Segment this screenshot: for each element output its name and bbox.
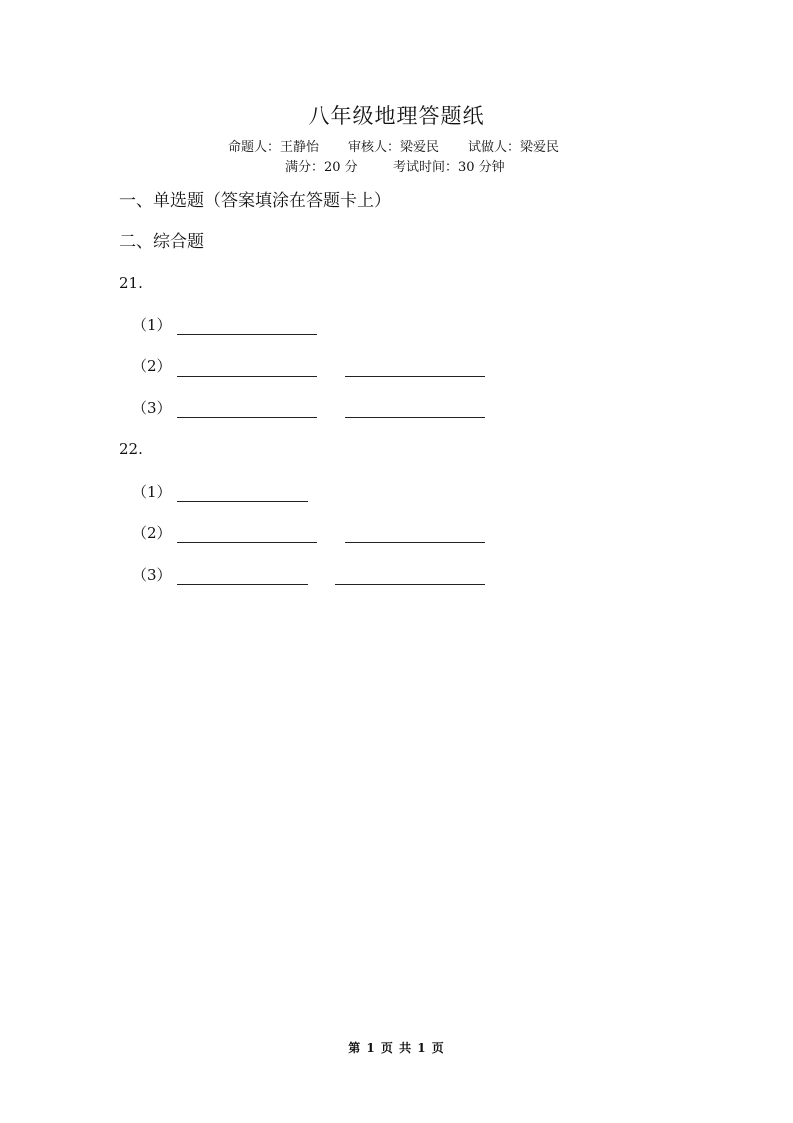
q22-part-3-label: （3） — [132, 566, 172, 584]
q21-part-3-answer-blank-2[interactable] — [345, 417, 485, 418]
q22-part-3-answer-blank-2[interactable] — [335, 584, 485, 585]
question-22-number: 22. — [119, 440, 143, 458]
page-number-footer: 第 1 页 共 1 页 — [348, 1041, 445, 1055]
q21-part-1-label: （1） — [132, 316, 172, 334]
q22-part-2-answer-blank-2[interactable] — [345, 542, 485, 543]
q21-part-3-label: （3） — [132, 399, 172, 417]
q22-part-3-answer-blank-1[interactable] — [177, 584, 308, 585]
reviewer-info: 审核人：梁爱民 — [348, 140, 440, 155]
q22-part-1-answer-blank[interactable] — [177, 501, 308, 502]
page-title: 八年级地理答题纸 — [308, 104, 485, 128]
q21-part-3-answer-blank-1[interactable] — [177, 417, 317, 418]
q22-part-2-label: （2） — [132, 524, 172, 542]
q21-part-1-answer-blank[interactable] — [177, 334, 317, 335]
q22-part-1-label: （1） — [132, 483, 172, 501]
question-21-number: 21. — [119, 274, 143, 292]
exam-time-info: 考试时间：30 分钟 — [393, 160, 505, 175]
full-marks-info: 满分：20 分 — [285, 160, 358, 175]
section-comprehensive-heading: 二、综合题 — [119, 232, 204, 252]
tester-info: 试做人：梁爱民 — [468, 140, 560, 155]
section-single-choice-heading: 一、单选题（答案填涂在答题卡上） — [119, 191, 391, 211]
setter-info: 命题人：王静怡 — [228, 140, 320, 155]
q21-part-2-label: （2） — [132, 357, 172, 375]
q22-part-2-answer-blank-1[interactable] — [177, 542, 317, 543]
q21-part-2-answer-blank-2[interactable] — [345, 376, 485, 377]
q21-part-2-answer-blank-1[interactable] — [177, 376, 317, 377]
